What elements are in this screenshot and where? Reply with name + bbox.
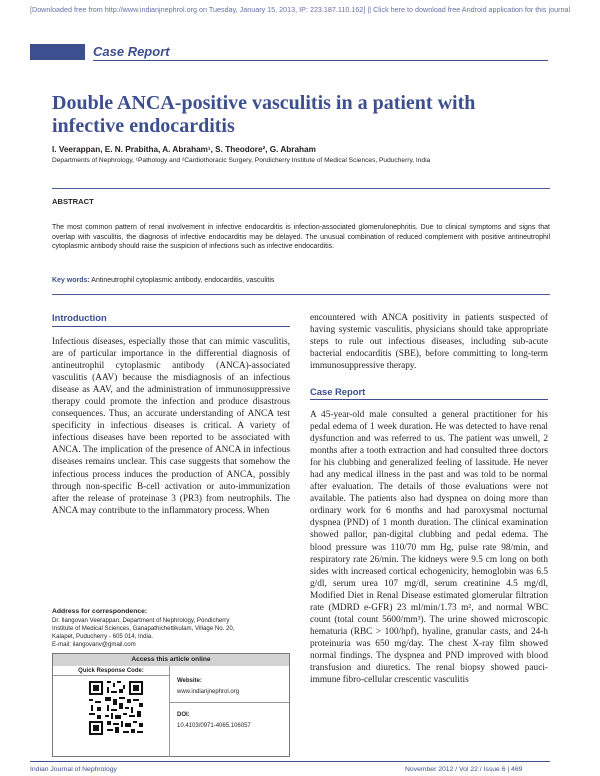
article-title: Double ANCA-positive vasculitis in a patient with infective endocarditis — [52, 92, 476, 137]
journal-name: Indian Journal of Nephrology — [30, 766, 117, 773]
case-text: A 45-year-old male consulted a general practitioner for his pedal edema of 1 week duration. He was detected to have renal dysfunction and was referred to us. The patient was unwell, 2 months after a tooth extraction and had consulted three doctors for his clubbing and generalized feeling of lassitude. He never had any medical illness in the past and was told to be normal after evaluation. The details of those evaluations were not available. The patients also had dyspnea on doing more than ordinary work for 6 months and had paroxysmal nocturnal dyspnea (PND) of 1 month duration. The clinical examination showed pallor, pan-digital clubbing and pedal edema. The blood pressure was 110/70 mm Hg, pulse rate 98/min, and respiratory rate 26/min. The kidneys were 9.5 cm long on both sides with increased cortical echogenicity, hemoglobin was 6.5 g/dl, serum urea 107 mg/dl, serum creatinine 4.5 mg/dl, Modified Diet in Renal Disease estimated glomerular filtration rate (MDRD e-GFR) 23 ml/min/1.73 m², and normal WBC count (total count 5600/mm³). The urine showed microscopic hematuria (RBC > 100/hpf), hyaline, granular casts, and 24-h proteinuria was 650 mg/day. The chest X-ray film showed normal findings. The dyspnea and PND improved with blood transfusion and diuretics. The renal biopsy showed pauci-immune fibro-cellular crescentic vasculitis — [310, 410, 548, 686]
doi-label: DOI: — [177, 712, 190, 718]
section-label-rule — [93, 60, 548, 61]
case-heading: Case Report — [310, 386, 366, 397]
correspondence-line: Dr. Ilangovan Veerappan, Department of Nephrology, Pondicherry — [52, 617, 230, 624]
section-label-block — [30, 44, 85, 60]
authors: I. Veerappan, E. N. Prabitha, A. Abraham¹, S. Theodore², G. Abraham — [52, 145, 316, 154]
section-label: Case Report — [93, 44, 170, 59]
access-box — [52, 653, 290, 757]
access-divider — [169, 666, 170, 757]
case-heading-rule — [310, 399, 548, 400]
access-heading: Access this article online — [53, 654, 289, 666]
access-row-divider — [170, 702, 289, 703]
keywords-text: Antineutrophil cytoplasmic antibody, endocarditis, vasculitis — [91, 277, 275, 284]
keywords-label: Key words: — [52, 277, 90, 284]
correspondence-address — [52, 617, 234, 649]
intro-heading: Introduction — [52, 312, 107, 323]
website-link[interactable]: www.indianjnephrol.org — [177, 689, 240, 695]
intro-continued-text: encountered with ANCA positivity in patients suspected of having systemic vasculitis, physicians should take appropriate steps to rule out infectious diseases, including sub-acute bacterial endocarditis (SBE), before committing to long-term immunosuppressive therapy. — [310, 313, 548, 372]
correspondence-email[interactable]: E-mail: ilangovanv@gmail.com — [52, 641, 136, 648]
abstract-top-rule — [52, 188, 550, 189]
intro-text: Infectious diseases, especially those that can mimic vasculitis, are of particular importance in the differential diagnosis of antineutrophil cytoplasmic antibody (ANCA)-associated vasculitis (AAV) because the misdiagnosis of an infectious disease as AAV, and the administration of immunosuppressive therapy could promote the infection and produce disastrous consequences. Thus, an accurate understanding of ANCA test specificity in infectious diseases is critical. A variety of infectious diseases have been reported to be associated with ANCA. The implication of the presence of ANCA in infectious diseases remains unclear. This case suggests that somehow the infectious process induces the production of ANCA, possibly through non-specific B-cell activation or auto-immunization after the release of proteinase 3 (PR3) from neutrophils. The ANCA may contribute to the inflammatory process. When — [52, 337, 290, 516]
doi-link[interactable]: 10.4103/0971-4065.106057 — [177, 723, 251, 729]
website-label: Website: — [177, 678, 202, 684]
abstract-bottom-rule — [52, 294, 550, 295]
correspondence-line: Kalapet, Puducherry - 605 014, India. — [52, 633, 153, 640]
intro-heading-rule — [52, 326, 290, 327]
keywords — [52, 277, 274, 284]
correspondence-title: Address for correspondence: — [52, 608, 148, 615]
qr-code-icon[interactable] — [87, 679, 145, 737]
download-note[interactable]: [Downloaded free from http://www.indianjnephrol.org on Tuesday, January 15, 2013, IP: 223.187.110.162] || Click here to download free Android application for this journal — [30, 5, 571, 14]
footer-rule — [30, 761, 550, 762]
affiliations: Departments of Nephrology, ¹Pathology and ²Cardiothoracic Surgery, Pondicherry Institute of Medical Sciences, Puducherry, India — [52, 157, 431, 164]
qr-label: Quick Response Code: — [53, 666, 169, 676]
correspondence-line: Institute of Medical Sciences, Ganapathichettikulam, Village No. 20, — [52, 625, 235, 632]
abstract-text: The most common pattern of renal involvement in infective endocarditis is infection-associated glomerulonephritis. Due to clinical symptoms and signs that overlap with vasculitis, the diagnosis of infective endocarditis may be delayed. The unusual combination of reduced complement with positive antineutrophil cytoplasmic antibody should raise the suspicion of infections such as infective endocarditis. — [52, 224, 550, 251]
abstract-heading: ABSTRACT — [52, 197, 94, 206]
issue-page-info: November 2012 / Vol 22 / Issue 6 | 469 — [405, 766, 523, 773]
